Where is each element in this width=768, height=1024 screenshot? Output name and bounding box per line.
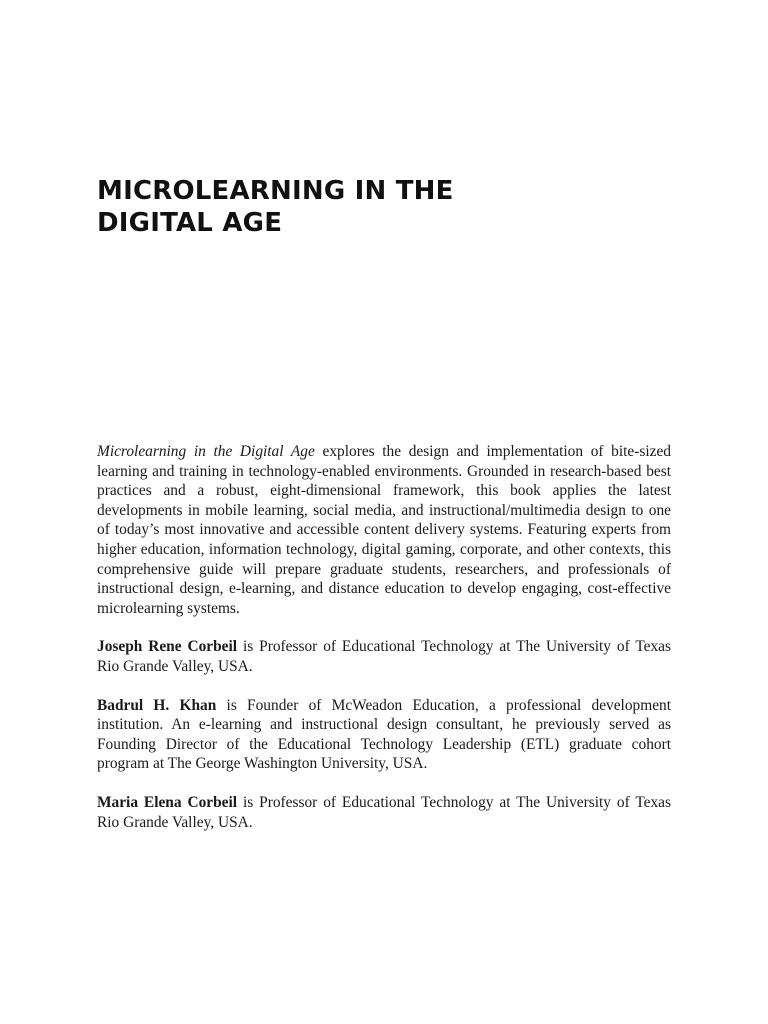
book-title bbox=[97, 175, 657, 239]
author-bio-text: is Professor of Educational Technology at The University of Texas Rio Grande Valley, USA. bbox=[97, 638, 671, 675]
author-bio-text: is Founder of McWeadon Education, a professional development institution. An e-learning and instructional design consultant, he previously served as Founding Director of the Educational Technology Leadership (ETL) graduate cohort program at The George Washington University, USA. bbox=[97, 696, 671, 773]
book-title-line-2: DIGITAL AGE bbox=[97, 208, 283, 238]
author-name: Joseph Rene Corbeil bbox=[97, 638, 238, 656]
book-description-text: explores the design and implementation of bite-sized learning and training in technology-enabled environments. Grounded in research-based best practices and a robust, eight-dimensional framework, this book applies the latest developments in mobile learning, social media, and instructional/multimedia design to one of today’s most innovative and accessible content delivery systems. Featuring experts from higher education, information technology, digital gaming, corporate, and other contexts, this comprehensive guide will prepare graduate students, researchers, and professionals of instructional design, e-learning, and distance education to develop engaging, cost-effective microlearning systems. bbox=[97, 443, 671, 617]
author-bio bbox=[97, 637, 671, 676]
book-description bbox=[97, 442, 671, 618]
author-bio-text: is Professor of Educational Technology at The University of Texas Rio Grande Valley, USA. bbox=[97, 793, 671, 831]
author-name: Maria Elena Corbeil bbox=[97, 793, 238, 811]
author-bio bbox=[97, 793, 671, 832]
book-title-line-1: MICROLEARNING IN THE bbox=[97, 176, 454, 206]
author-bio bbox=[97, 696, 671, 774]
book-description-section bbox=[97, 442, 671, 851]
author-name: Badrul H. Khan bbox=[97, 696, 217, 714]
book-title-italic: Microlearning in the Digital Age bbox=[97, 443, 315, 460]
